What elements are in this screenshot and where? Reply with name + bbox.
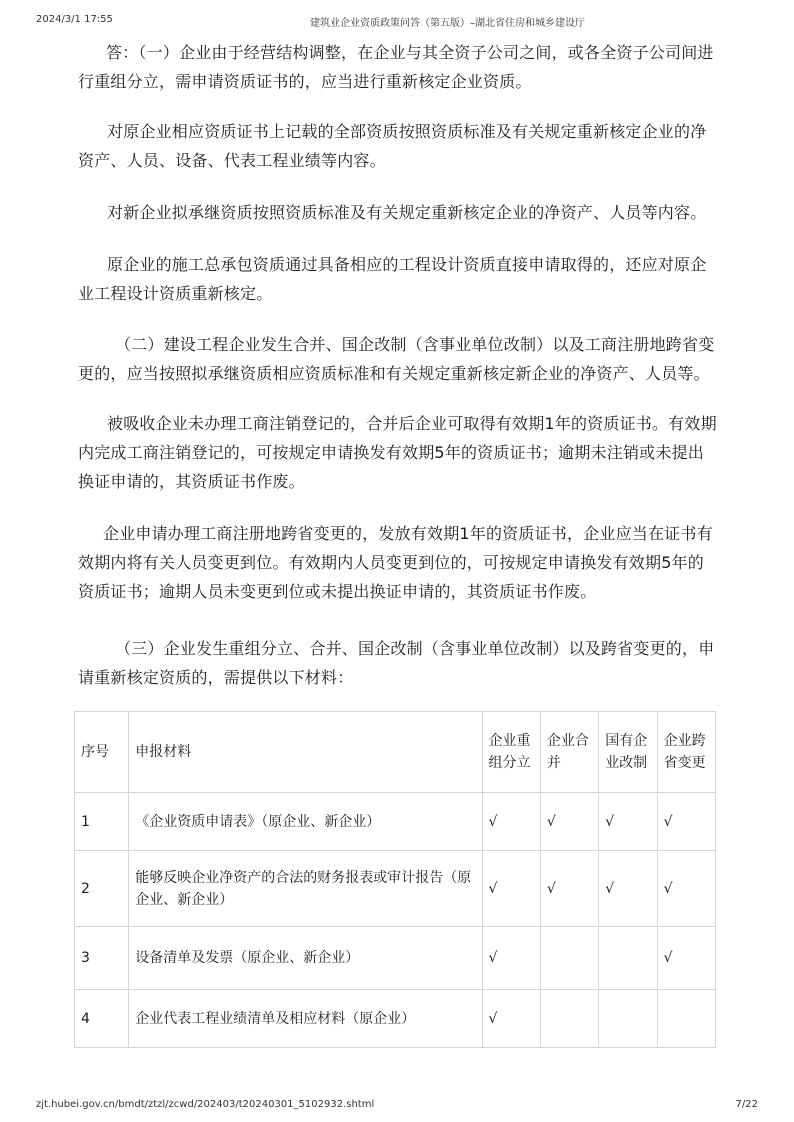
- check-cross-province: [657, 990, 715, 1048]
- table-row: [75, 927, 716, 990]
- check-merger: √: [540, 793, 598, 851]
- row-number: 3: [75, 927, 129, 990]
- table-row: [75, 793, 716, 851]
- page-header-title: 建筑业企业资质政策问答（第五版）–湖北省住房和城乡建设厅: [310, 18, 585, 29]
- answer-paragraph-1: 答：（一）企业由于经营结构调整，在企业与其全资子公司之间，或各全资子公司间进行重组分立，需申请资质证书的，应当进行重新核定企业资质。: [78, 43, 714, 91]
- check-restructure: √: [482, 990, 540, 1048]
- row-number: 1: [75, 793, 129, 851]
- answer-paragraph-8: （三）企业发生重组分立、合并、国企改制（含事业单位改制）以及跨省变更的，申请重新核定资质的，需提供以下材料：: [78, 639, 715, 687]
- check-soe-reform: √: [599, 851, 657, 927]
- print-datetime: 2024/3/1 17:55: [36, 14, 113, 25]
- header-soe-reform: 国有企业改制: [599, 712, 657, 793]
- check-soe-reform: [599, 927, 657, 990]
- check-soe-reform: √: [599, 793, 657, 851]
- check-restructure: √: [482, 793, 540, 851]
- answer-paragraph-3: 对新企业拟承继资质按照资质标准及有关规定重新核定企业的净资产、人员等内容。: [107, 203, 707, 222]
- check-restructure: √: [482, 927, 540, 990]
- check-merger: √: [540, 851, 598, 927]
- table-header-row: [75, 712, 716, 793]
- check-merger: [540, 927, 598, 990]
- header-restructure: 企业重组分立: [482, 712, 540, 793]
- answer-paragraph-7: 企业申请办理工商注册地跨省变更的，发放有效期1年的资质证书，企业应当在证书有效期内将有关人员变更到位。有效期内人员变更到位的，可按规定申请换发有效期5年的资质证书；逾期人员未变更到位或未提出换证申请的，其资质证书作废。: [78, 524, 713, 601]
- row-material: 能够反映企业净资产的合法的财务报表或审计报告（原企业、新企业）: [129, 851, 482, 927]
- page-url: zjt.hubei.gov.cn/bmdt/ztzl/zcwd/202403/t20240301_5102932.shtml: [36, 1099, 375, 1110]
- row-material: 《企业资质申请表》（原企业、新企业）: [129, 793, 482, 851]
- answer-paragraph-4: 原企业的施工总承包资质通过具备相应的工程设计资质直接申请取得的，还应对原企业工程设计资质重新核定。: [78, 255, 707, 303]
- row-material: 企业代表工程业绩清单及相应材料（原企业）: [129, 990, 482, 1048]
- check-soe-reform: [599, 990, 657, 1048]
- answer-paragraph-5: （二）建设工程企业发生合并、国企改制（含事业单位改制）以及工商注册地跨省变更的，应当按照拟承继资质相应资质标准和有关规定重新核定新企业的净资产、人员等。: [78, 335, 715, 383]
- check-restructure: √: [482, 851, 540, 927]
- page-number: 7/22: [735, 1099, 758, 1110]
- check-cross-province: √: [657, 927, 715, 990]
- answer-paragraph-2: 对原企业相应资质证书上记载的全部资质按照资质标准及有关规定重新核定企业的净资产、人员、设备、代表工程业绩等内容。: [78, 122, 707, 170]
- materials-table: [74, 711, 716, 1048]
- header-number: 序号: [75, 712, 129, 793]
- header-material: 申报材料: [129, 712, 482, 793]
- row-number: 2: [75, 851, 129, 927]
- table-row: [75, 851, 716, 927]
- table-row: [75, 990, 716, 1048]
- header-merger: 企业合并: [540, 712, 598, 793]
- row-material: 设备清单及发票（原企业、新企业）: [129, 927, 482, 990]
- header-cross-province: 企业跨省变更: [657, 712, 715, 793]
- check-cross-province: √: [657, 793, 715, 851]
- row-number: 4: [75, 990, 129, 1048]
- check-cross-province: √: [657, 851, 715, 927]
- answer-paragraph-6: 被吸收企业未办理工商注销登记的，合并后企业可取得有效期1年的资质证书。有效期内完成工商注销登记的，可按规定申请换发有效期5年的资质证书；逾期未注销或未提出换证申请的，其资质证书作废。: [78, 414, 717, 491]
- check-merger: [540, 990, 598, 1048]
